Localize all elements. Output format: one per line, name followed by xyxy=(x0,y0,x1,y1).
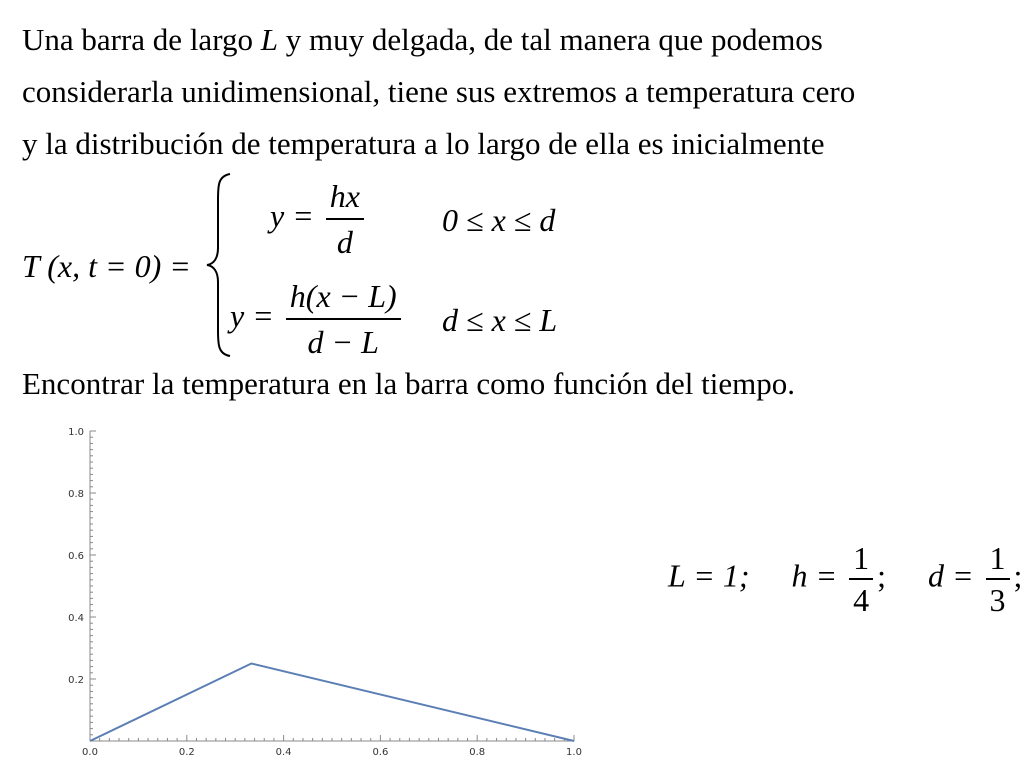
task-statement: Encontrar la temperatura en la barra como función del tiempo. xyxy=(22,366,795,401)
case-2-condition: d ≤ x ≤ L xyxy=(442,302,558,338)
x-tick-label: 1.0 xyxy=(566,747,582,758)
equation-lhs: T (x, t = 0) = xyxy=(22,248,191,284)
parameters: L = 1; h = $\frac{1}{4}$ ; d = $\frac{1}{3}$ ; xyxy=(668,540,1023,618)
statement-line-3: y la distribución de temperatura a lo largo de ella es inicialmente xyxy=(22,126,825,161)
initial-temperature-chart xyxy=(30,418,600,763)
y-tick-label: 0.8 xyxy=(68,489,84,500)
x-tick-label: 0.8 xyxy=(469,747,486,758)
y-tick-label: 1.0 xyxy=(68,427,84,438)
y-tick-label: 0.6 xyxy=(68,551,84,562)
problem-statement xyxy=(22,14,1012,170)
case-2-fraction: $\frac{h(x - L)}{d - L}$ xyxy=(286,274,401,364)
case-1: y = $\frac{hx}{d}$ xyxy=(270,174,368,264)
variable-L: L xyxy=(260,22,278,57)
case-1-fraction: $\frac{hx}{d}$ xyxy=(326,174,364,264)
initial-condition-equation xyxy=(22,170,662,360)
statement-line-2: considerarla unidimensional, tiene sus extremos a temperatura cero xyxy=(22,74,856,109)
x-tick-label: 0.6 xyxy=(372,747,389,758)
param-h-lhs: h = xyxy=(791,557,838,594)
y-tick-label: 0.2 xyxy=(68,675,84,686)
param-d-lhs: d = xyxy=(927,557,974,594)
x-tick-label: 0.2 xyxy=(178,747,195,758)
case-1-condition: 0 ≤ x ≤ d xyxy=(442,202,556,238)
statement-line-1: Una barra de largo L y muy delgada, de tal manera que podemos xyxy=(22,22,823,57)
param-L: L = 1; xyxy=(668,557,750,594)
param-d-fraction: $\frac{1}{3}$ xyxy=(986,538,1010,620)
x-tick-label: 0.0 xyxy=(82,747,98,758)
y-tick-label: 0.4 xyxy=(68,613,84,624)
case-2: y = $\frac{h(x - L)}{d - L}$ xyxy=(230,274,405,364)
x-tick-label: 0.4 xyxy=(275,747,292,758)
temperature-series-line xyxy=(90,664,574,742)
param-h-fraction: $\frac{1}{4}$ xyxy=(849,538,873,620)
